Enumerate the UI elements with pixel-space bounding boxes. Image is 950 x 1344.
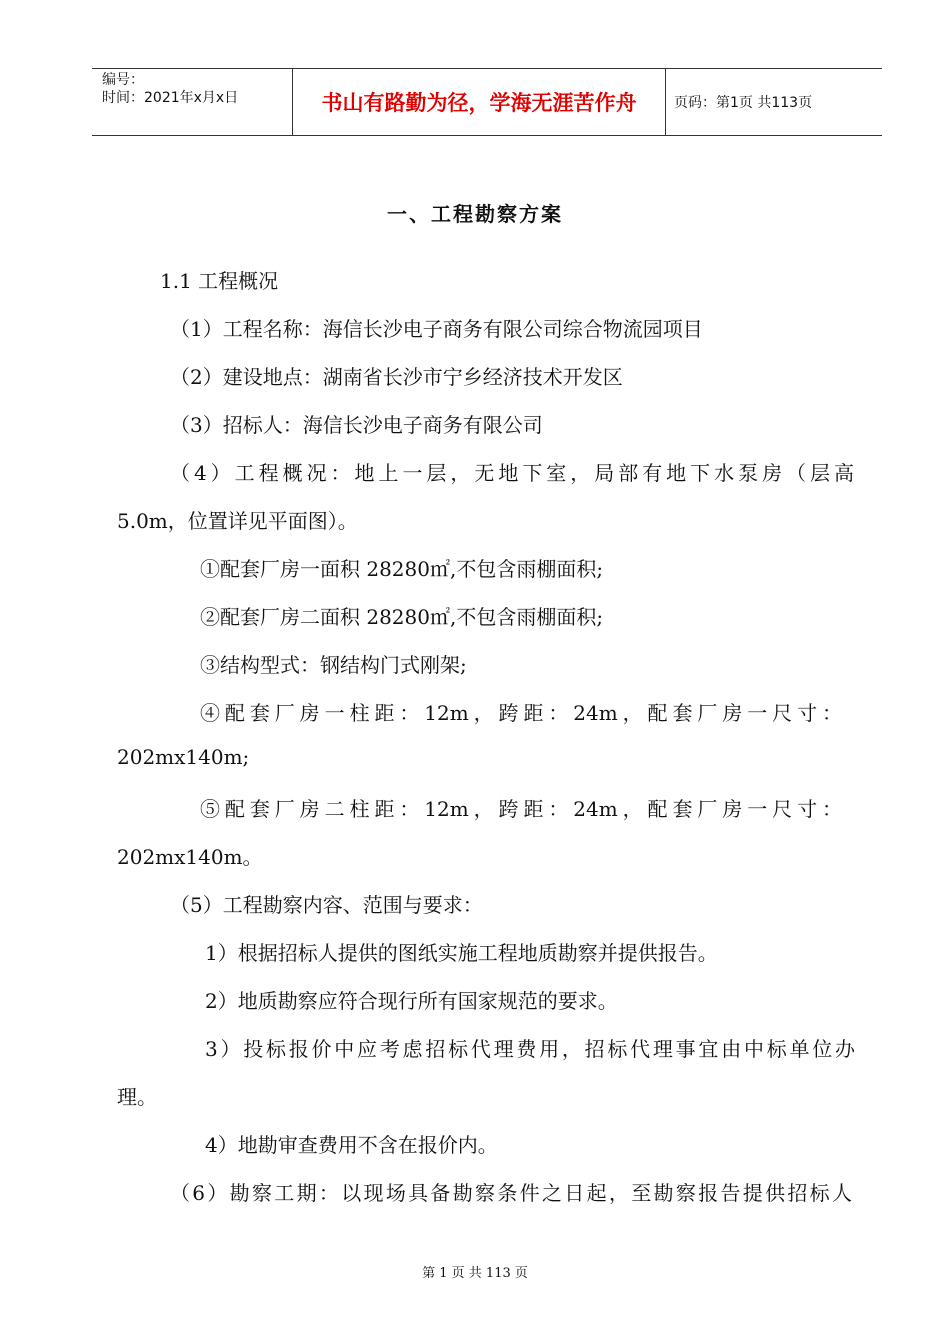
header-motto: 书山有路勤为径，学海无涯苦作舟 — [292, 69, 666, 135]
section-heading: 1.1 工程概况 — [160, 269, 279, 293]
paragraph-item-5: （5）工程勘察内容、范围与要求： — [170, 893, 483, 917]
requirement-3-line-1: 3）投标报价中应考虑招标代理费用，招标代理事宜由中标单位办 — [205, 1037, 855, 1061]
document-number-label: 编号： — [102, 72, 144, 88]
sub-item-5-line-1: ⑤配套厂房二柱距：12m，跨距：24m，配套厂房一尺寸： — [200, 797, 842, 821]
requirement-1: 1）根据招标人提供的图纸实施工程地质勘察并提供报告。 — [205, 941, 718, 965]
document-title: 一、工程勘察方案 — [387, 202, 563, 226]
header-page-info: 页码：第1页 共113页 — [674, 95, 813, 111]
sub-item-5-line-2: 202mx140m。 — [117, 845, 263, 869]
paragraph-item-2: （2）建设地点：湖南省长沙市宁乡经济技术开发区 — [170, 365, 623, 389]
paragraph-item-4-line-1: （4）工程概况：地上一层，无地下室，局部有地下水泵房（层高 — [170, 461, 854, 485]
requirement-4: 4）地勘审查费用不含在报价内。 — [205, 1133, 498, 1157]
document-date: 时间：2021年x月x日 — [102, 90, 239, 106]
paragraph-item-4-line-2: 5.0m，位置详见平面图）。 — [117, 509, 358, 533]
paragraph-item-6: （6）勘察工期：以现场具备勘察条件之日起，至勘察报告提供招标人 — [170, 1181, 852, 1205]
sub-item-4-line-1: ④配套厂房一柱距：12m，跨距：24m，配套厂房一尺寸： — [200, 701, 842, 725]
sub-item-3: ③结构型式：钢结构门式刚架; — [200, 653, 467, 677]
requirement-3-line-2: 理。 — [117, 1085, 157, 1109]
sub-item-4-line-2: 202mx140m; — [117, 745, 250, 769]
page-footer: 第 1 页 共 113 页 — [422, 1266, 528, 1281]
paragraph-item-1: （1）工程名称：海信长沙电子商务有限公司综合物流园项目 — [170, 317, 703, 341]
page-header — [92, 68, 882, 136]
requirement-2: 2）地质勘察应符合现行所有国家规范的要求。 — [205, 989, 618, 1013]
header-meta — [92, 69, 292, 135]
sub-item-1: ①配套厂房一面积 28280㎡,不包含雨棚面积; — [200, 557, 604, 581]
sub-item-2: ②配套厂房二面积 28280㎡,不包含雨棚面积; — [200, 605, 604, 629]
paragraph-item-3: （3）招标人：海信长沙电子商务有限公司 — [170, 413, 543, 437]
